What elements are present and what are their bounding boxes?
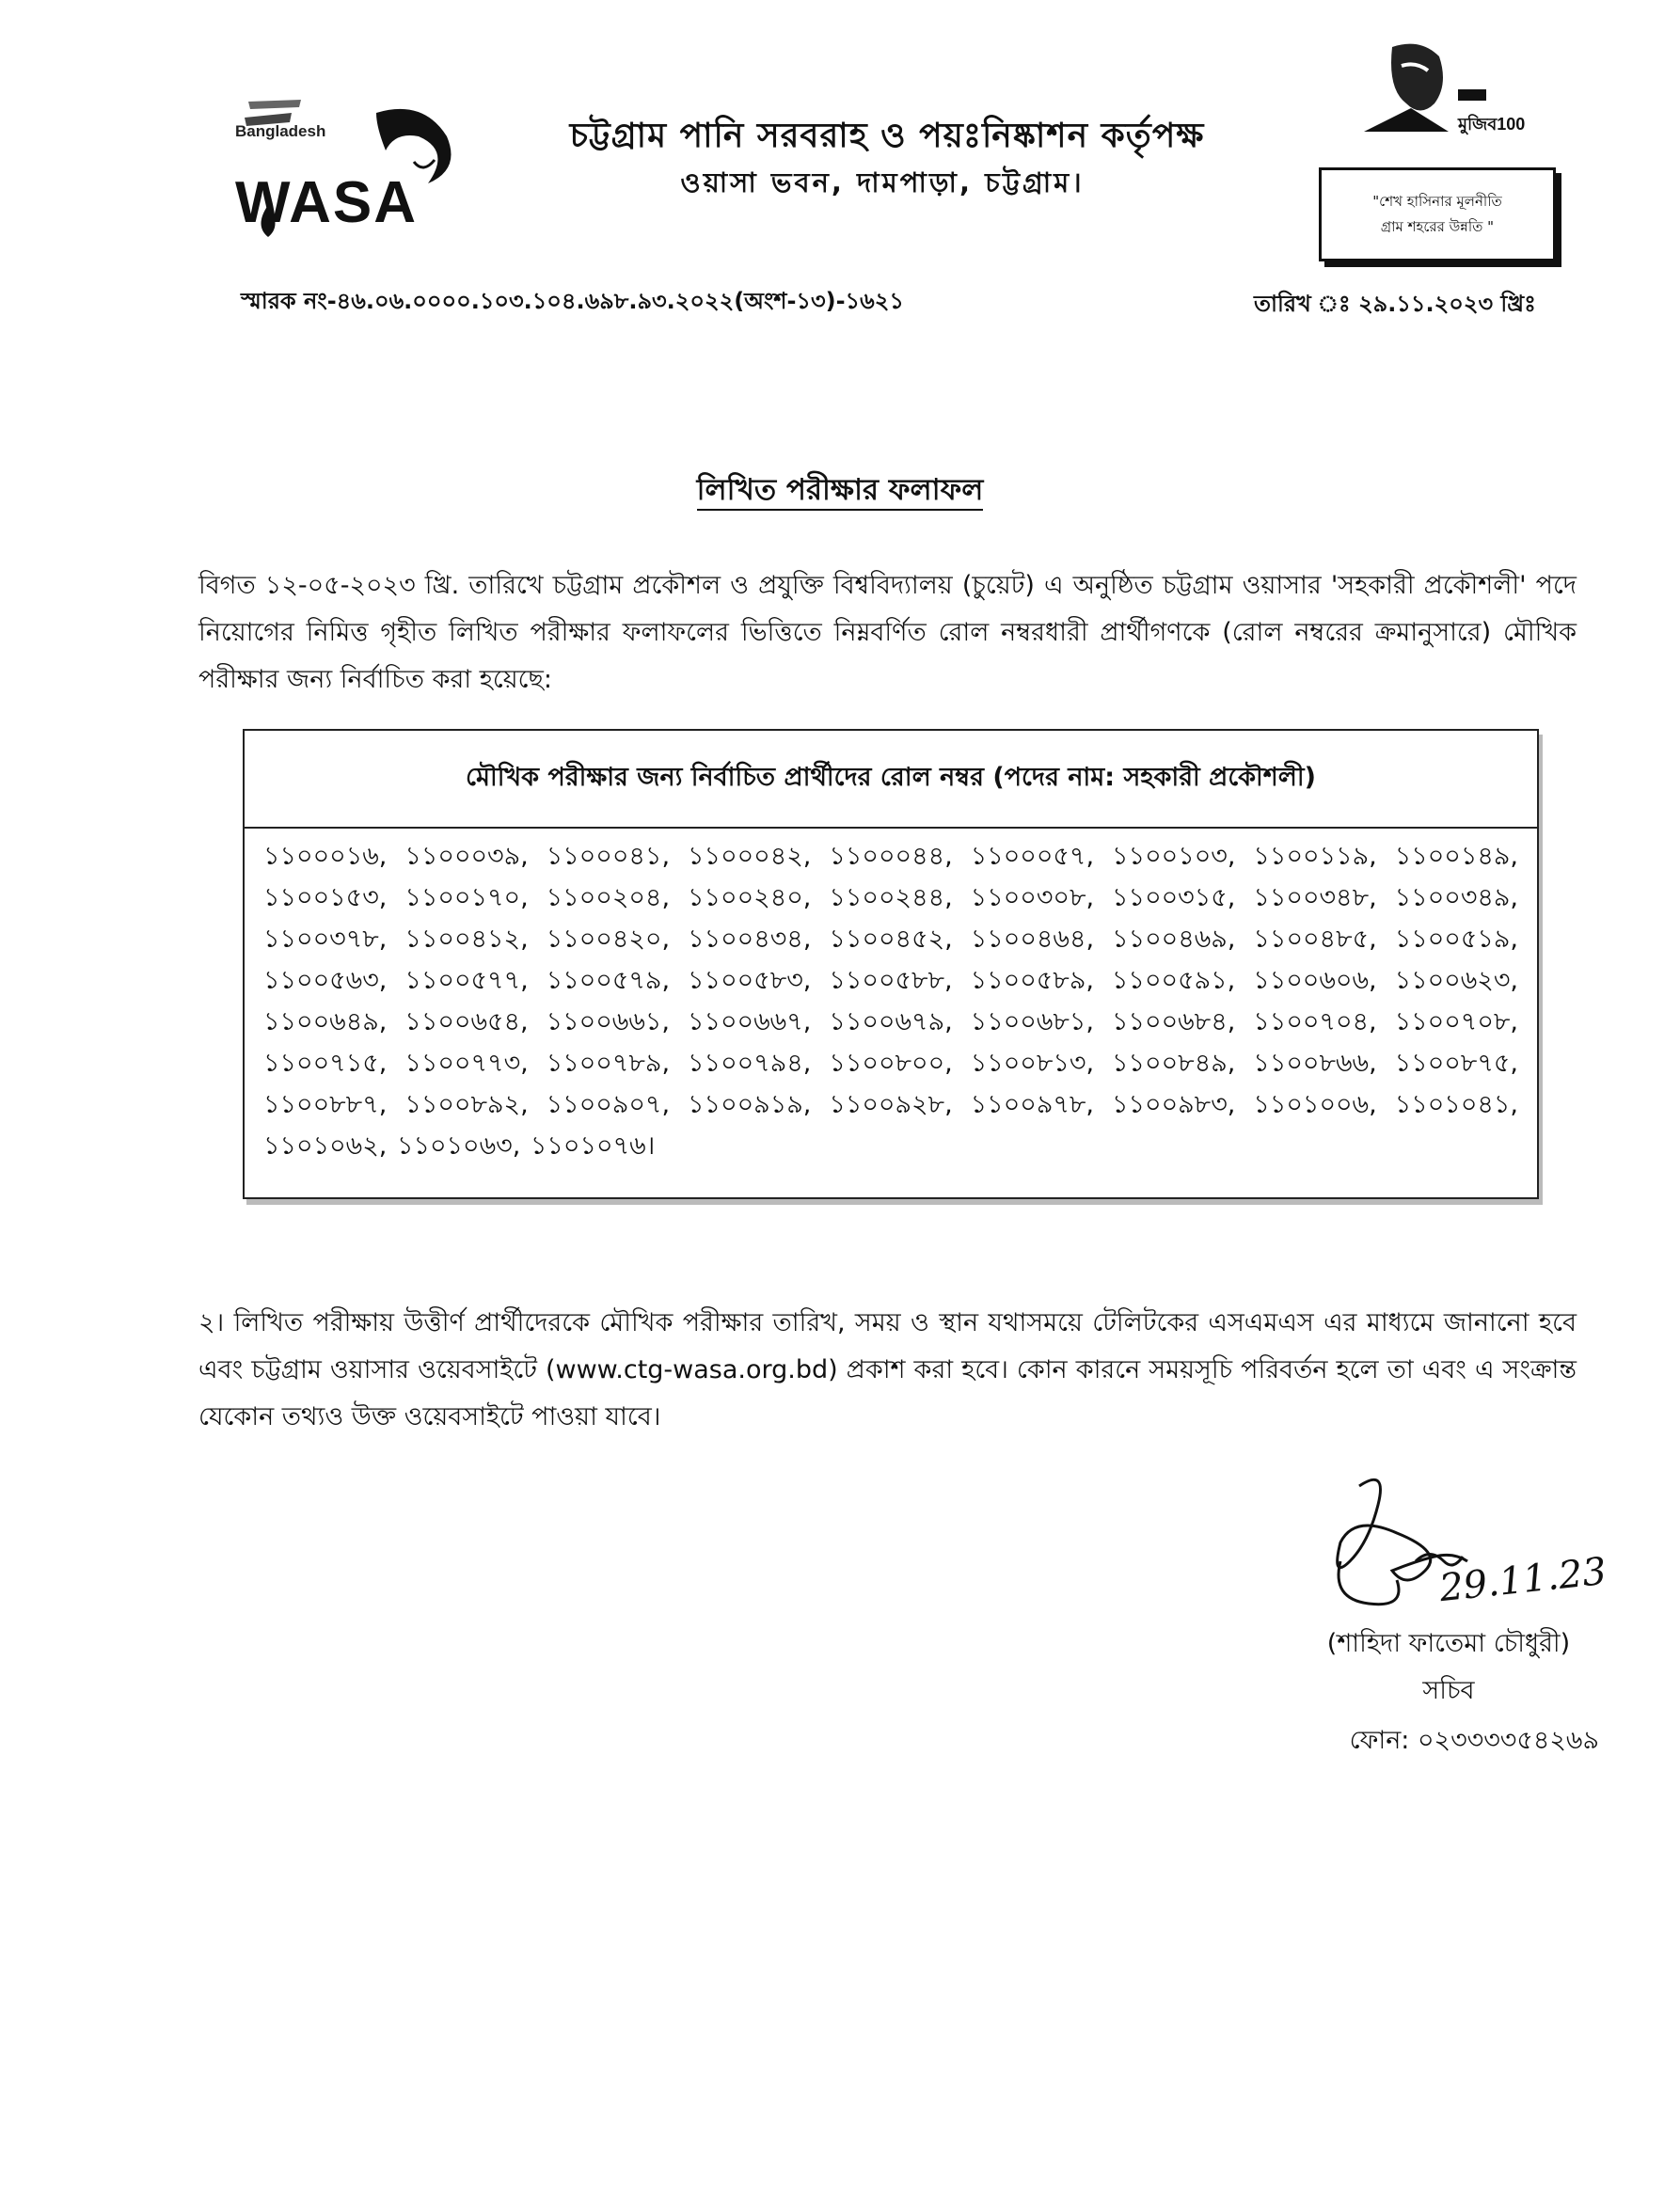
paragraph-2: ২। লিখিত পরীক্ষায় উত্তীর্ণ প্রার্থীদেরকে মৌখিক পরীক্ষার তারিখ, সময় ও স্থান যথাসময়ে টেলিটকের এসএমএস এর মাধ্যমে জানানো হবে এবং চট্টগ্রাম ওয়াসার ওয়েবসাইটে (www.ctg-wasa.org.bd) প্রকাশ করা হবে। কোন কারনে সময়সূচি পরিবর্তন হলে তা এবং এ সংক্রান্ত যেকোন তথ্যও উক্ত ওয়েবসাইটে পাওয়া যাবে। [198,1308,1577,1431]
intro-paragraph: বিগত ১২-০৫-২০২৩ খ্রি. তারিখে চট্টগ্রাম প্রকৌশল ও প্রযুক্তি বিশ্ববিদ্যালয় (চুয়েট) এ অনুষ্ঠিত চট্টগ্রাম ওয়াসার 'সহকারী প্রকৌশলী' পদে নিয়োগের নিমিত্ত গৃহীত লিখিত পরীক্ষার ফলাফলের ভিত্তিতে নিম্নবর্ণিত রোল নম্বরধারী প্রার্থীগণকে (রোল নম্বরের ক্রমানুসারে) মৌখিক পরীক্ষার জন্য নির্বাচিত করা হয়েছে: [198,571,1577,694]
document-title [0,467,1680,516]
result-box [243,729,1539,1199]
roll-number-list: ১১০০০১৬, ১১০০০৩৯, ১১০০০৪১, ১১০০০৪২, ১১০০০৪৪, ১১০০০৫৭, ১১০০১০৩, ১১০০১১৯, ১১০০১৪৯, ১১০০১৫৩, ১১০০১৭০, ১১০০২০৪, ১১০০২৪০, ১১০০২৪৪, ১১০০৩০৮, ১১০০৩১৫, ১১০০৩৪৮, ১১০০৩৪৯, ১১০০৩৭৮, ১১০০৪১২, ১১০০৪২০, ১১০০৪৩৪, ১১০০৪৫২, ১১০০৪৬৪, ১১০০৪৬৯, ১১০০৪৮৫, ১১০০৫১৯, ১১০০৫৬৩, ১১০০৫৭৭, ১১০০৫৭৯, ১১০০৫৮৩, ১১০০৫৮৮, ১১০০৫৮৯, ১১০০৫৯১, ১১০০৬০৬, ১১০০৬২৩, ১১০০৬৪৯, ১১০০৬৫৪, ১১০০৬৬১, ১১০০৬৬৭, ১১০০৬৭৯, ১১০০৬৮১, ১১০০৬৮৪, ১১০০৭০৪, ১১০০৭০৮, ১১০০৭১৫, ১১০০৭৭৩, ১১০০৭৮৯, ১১০০৭৯৪, ১১০০৮০০, ১১০০৮১৩, ১১০০৮৪৯, ১১০০৮৬৬, ১১০০৮৭৫, ১১০০৮৮৭, ১১০০৮৯২, ১১০০৯০৭, ১১০০৯১৯, ১১০০৯২৮, ১১০০৯৭৮, ১১০০৯৮৩, ১১০১০০৬, ১১০১০৪১, ১১০১০৬২, ১১০১০৬৩, ১১০১০৭৬। [263,842,1518,1161]
org-address-text: ওয়াসা ভবন, দামপাড়া, চট্টগ্রাম। [680,166,1085,198]
result-box-header: মৌখিক পরীক্ষার জন্য নির্বাচিত প্রার্থীদের রোল নম্বর (পদের নাম: সহকারী প্রকৌশলী) [245,731,1537,829]
slogan-line-1: "শেখ হাসিনার মূলনীতি [1372,193,1502,210]
logo-wordmark: WASA [235,170,418,235]
org-name: চট্টগ্রাম পানি সরবরাহ ও পয়ঃনিষ্কাশন কর্তৃপক্ষ [569,117,1205,155]
signature-date: 29.11.23 [1437,1549,1609,1611]
signer-phone: ফোন: ০২৩৩৩৩৫৪২৬৯ [1349,1726,1599,1755]
logo-country-text: Bangladesh [235,122,326,140]
memo-number: স্মারক নং-৪৬.০৬.০০০০.১০৩.১০৪.৬৯৮.৯৩.২০২২(অংশ-১৩)-১৬২১ [241,288,904,314]
signer-designation: সচিব [1422,1676,1475,1705]
org-title [0,110,1680,166]
signer-name: (শাহিদা ফাতেমা চৌধুরী) [1326,1629,1571,1658]
document-title-text: লিখিত পরীক্ষার ফলাফল [697,473,984,511]
slogan-line-2: গ্রাম শহরের উন্নতি " [1380,218,1495,235]
slogan-box [1319,167,1556,261]
mujib-logo-text: মুজিব100 [1458,115,1526,134]
memo-date: তারিখ ঃ ২৯.১১.২০২৩ খ্রিঃ [1254,291,1536,317]
